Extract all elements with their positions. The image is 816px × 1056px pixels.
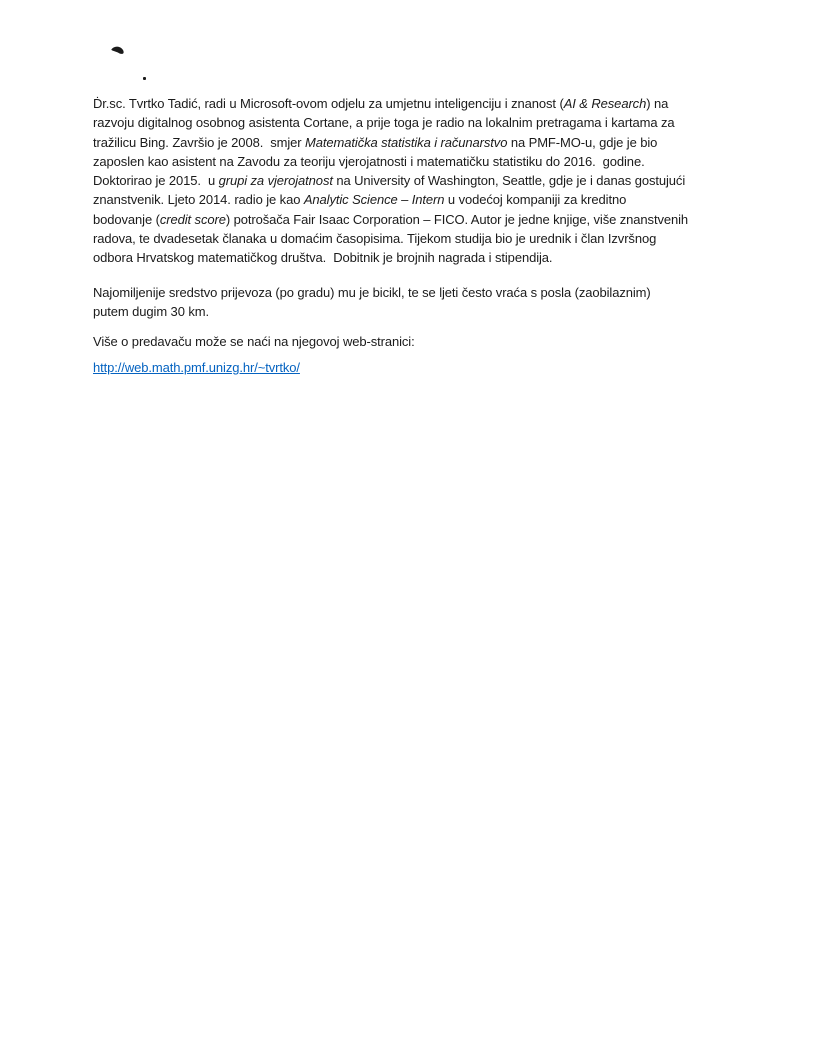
text-line: Doktorirao je 2015. u grupi za vjerojatnost na University of Washington, Seattle, gdje je i danas gostujući <box>93 173 686 189</box>
text-line: znanstvenik. Ljeto 2014. radio je kao Analytic Science – Intern u vodećoj kompaniji za kreditno <box>93 192 627 208</box>
bio-paragraph <box>93 94 688 268</box>
text-line: Ḋr.sc. Tvrtko Tadić, radi u Microsoft-ovom odjelu za umjetnu inteligenciju i znanost (AI & Research) na <box>93 96 669 111</box>
text-line: zaposlen kao asistent na Zavodu za teoriju vjerojatnosti i matematičku statistiku do 2016. godine. <box>93 153 645 169</box>
transport-paragraph <box>93 283 651 322</box>
text-line: odbora Hrvatskog matematičkog društva. Dobitnik je brojnih nagrada i stipendija. <box>93 250 553 266</box>
personal-website-link[interactable]: http://web.math.pmf.unizg.hr/~tvrtko/ <box>93 360 300 375</box>
website-link-paragraph <box>93 358 300 377</box>
text-line: bodovanje (credit score) potrošača Fair Isaac Corporation – FICO. Autor je jedne knjige, više znanstvenih <box>93 211 689 227</box>
text-line: radova, te dvadesetak članaka u domaćim časopisima. Tijekom studija bio je urednik i član Izvršnog <box>93 231 657 247</box>
ink-dot-artifact <box>143 77 146 80</box>
text-line: Više o predavaču može se naći na njegovoj web-stranici: <box>93 334 415 349</box>
website-intro-paragraph <box>93 332 415 351</box>
text-line: razvoju digitalnog osobnog asistenta Cortane, a prije toga je radio na lokalnim pretragama i kartama za <box>93 115 675 131</box>
text-line: Najomiljenije sredstvo prijevoza (po gradu) mu je bicikl, te se ljeti često vraća s posla (zaobilaznim) <box>93 285 651 300</box>
text-line: tražilicu Bing. Završio je 2008. smjer Matematička statistika i računarstvo na PMF-MO-u, gdje je bio <box>93 134 658 150</box>
text-line: putem dugim 30 km. <box>93 304 209 320</box>
ink-stroke-artifact <box>111 46 125 56</box>
